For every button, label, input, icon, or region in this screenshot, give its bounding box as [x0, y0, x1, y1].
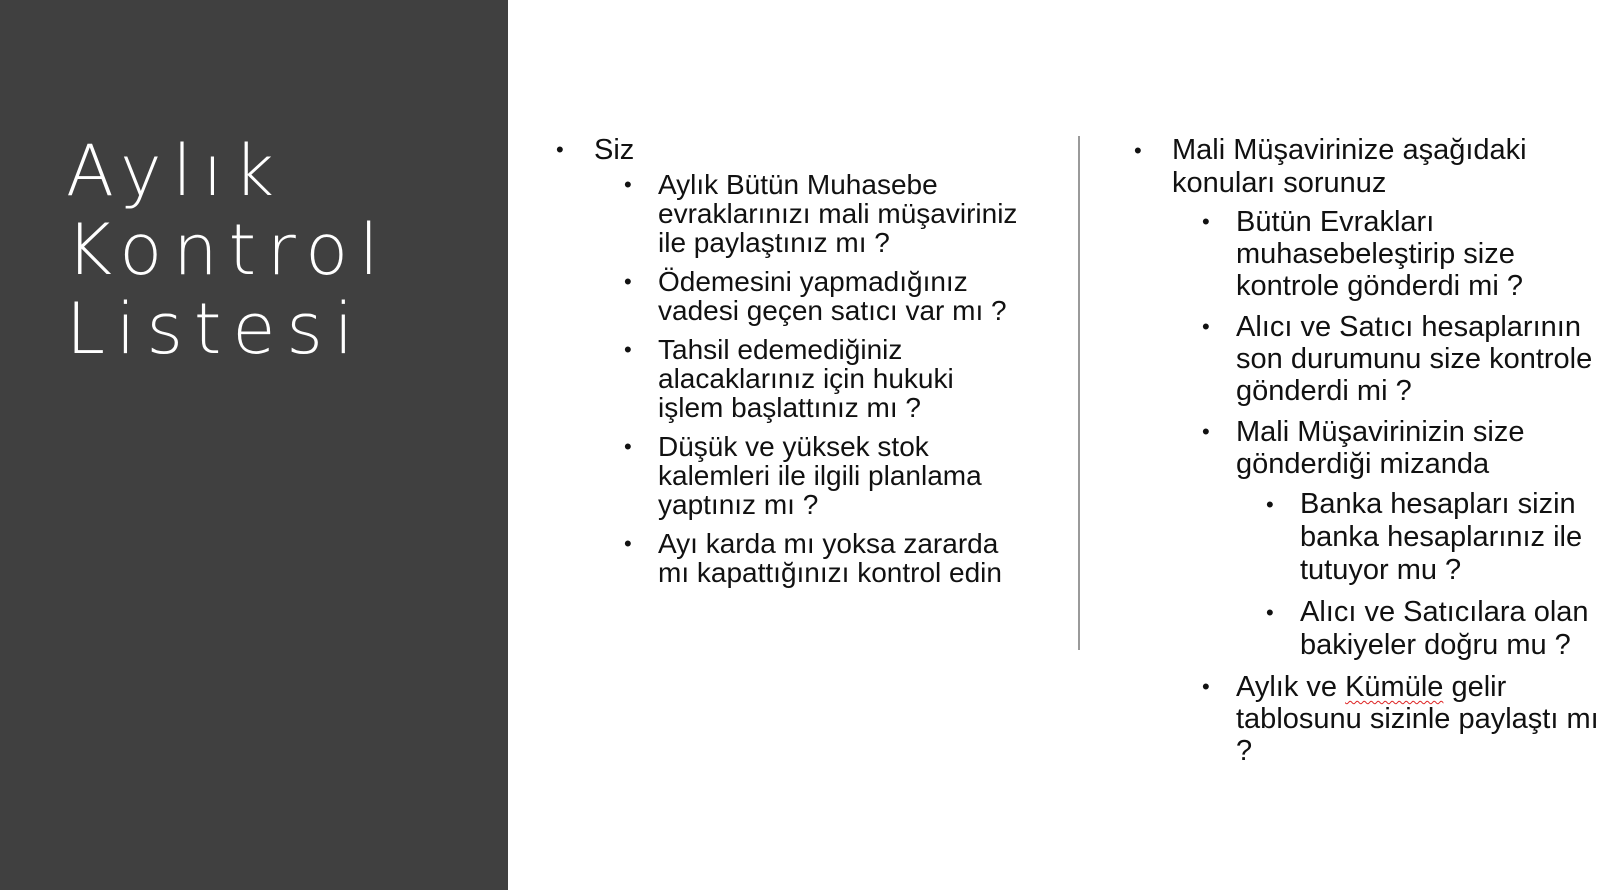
- bullet-icon: •: [1202, 314, 1210, 339]
- text-segment: gelir tablosunu sizinle paylaştı mı ?: [1236, 671, 1599, 767]
- list-item-text: Ayı karda mı yoksa zararda mı kapattığınızı kontrol edin: [658, 528, 1002, 588]
- list-item: [1134, 134, 1599, 767]
- list-item-text: Alıcı ve Satıcılara olan bakiyeler doğru mu ?: [1300, 596, 1589, 661]
- bullet-icon: •: [1134, 138, 1142, 163]
- list-item: [1134, 206, 1599, 302]
- list-item-text: Bütün Evrakları muhasebeleştirip size kontrole gönderdi mi ?: [1236, 206, 1523, 302]
- bullet-icon: •: [624, 531, 632, 556]
- list-item-text: Mali Müşavirinize aşağıdaki konuları sorunuz: [1172, 134, 1527, 199]
- list-item: [1134, 596, 1599, 662]
- spellcheck-flagged-word[interactable]: Kümüle: [1345, 671, 1444, 703]
- sub-bullet-list: [1134, 206, 1599, 767]
- bullet-list: [556, 134, 1026, 587]
- list-item: [1134, 488, 1599, 587]
- bullet-icon: •: [1202, 674, 1210, 699]
- list-item: [556, 335, 1026, 422]
- bullet-icon: •: [1266, 600, 1274, 625]
- list-item-text: Aylık Bütün Muhasebe evraklarınızı mali müşaviriniz ile paylaştınız mı ?: [658, 169, 1018, 258]
- list-item-text: Tahsil edemediğiniz alacaklarınız için hukuki işlem başlattınız mı ?: [658, 334, 954, 423]
- right-content-column: [1134, 134, 1599, 776]
- list-item: [556, 432, 1026, 519]
- column-divider: [1078, 136, 1080, 650]
- bullet-icon: •: [624, 434, 632, 459]
- bullet-icon: •: [1202, 209, 1210, 234]
- title-line: Kontrol: [66, 209, 390, 291]
- bullet-icon: •: [624, 172, 632, 197]
- list-item-text: [1236, 671, 1599, 767]
- list-item: [1134, 311, 1599, 407]
- bullet-icon: •: [624, 269, 632, 294]
- list-item: [556, 170, 1026, 257]
- bullet-icon: •: [624, 337, 632, 362]
- title-line: Aylık: [66, 130, 285, 212]
- list-item: [556, 529, 1026, 587]
- sub-bullet-list: [1134, 488, 1599, 662]
- list-item-text: Banka hesapları sizin banka hesaplarınız ile tutuyor mu ?: [1300, 488, 1583, 586]
- bullet-icon: •: [1266, 492, 1274, 517]
- title-panel: [0, 0, 508, 890]
- title-line: Listesi: [66, 288, 365, 370]
- list-item: [556, 134, 1026, 587]
- list-item: [1134, 416, 1599, 662]
- list-item-text: Siz: [594, 134, 635, 166]
- list-item-text: Ödemesini yapmadığınız vadesi geçen satıcı var mı ?: [658, 266, 1007, 326]
- list-item: [556, 267, 1026, 325]
- sub-bullet-list: [556, 170, 1026, 587]
- bullet-icon: •: [1202, 419, 1210, 444]
- bullet-list: [1134, 134, 1599, 767]
- list-item-text: Alıcı ve Satıcı hesaplarının son durumunu size kontrole gönderdi mi ?: [1236, 311, 1593, 407]
- list-item-text: Düşük ve yüksek stok kalemleri ile ilgili planlama yaptınız mı ?: [658, 431, 982, 520]
- list-item: [1134, 671, 1599, 767]
- text-segment: Aylık ve: [1236, 671, 1346, 703]
- bullet-icon: •: [556, 137, 564, 162]
- list-item-text: Mali Müşavirinizin size gönderdiği mizanda: [1236, 416, 1525, 480]
- left-content-column: [556, 134, 1026, 597]
- slide-title: [66, 132, 390, 369]
